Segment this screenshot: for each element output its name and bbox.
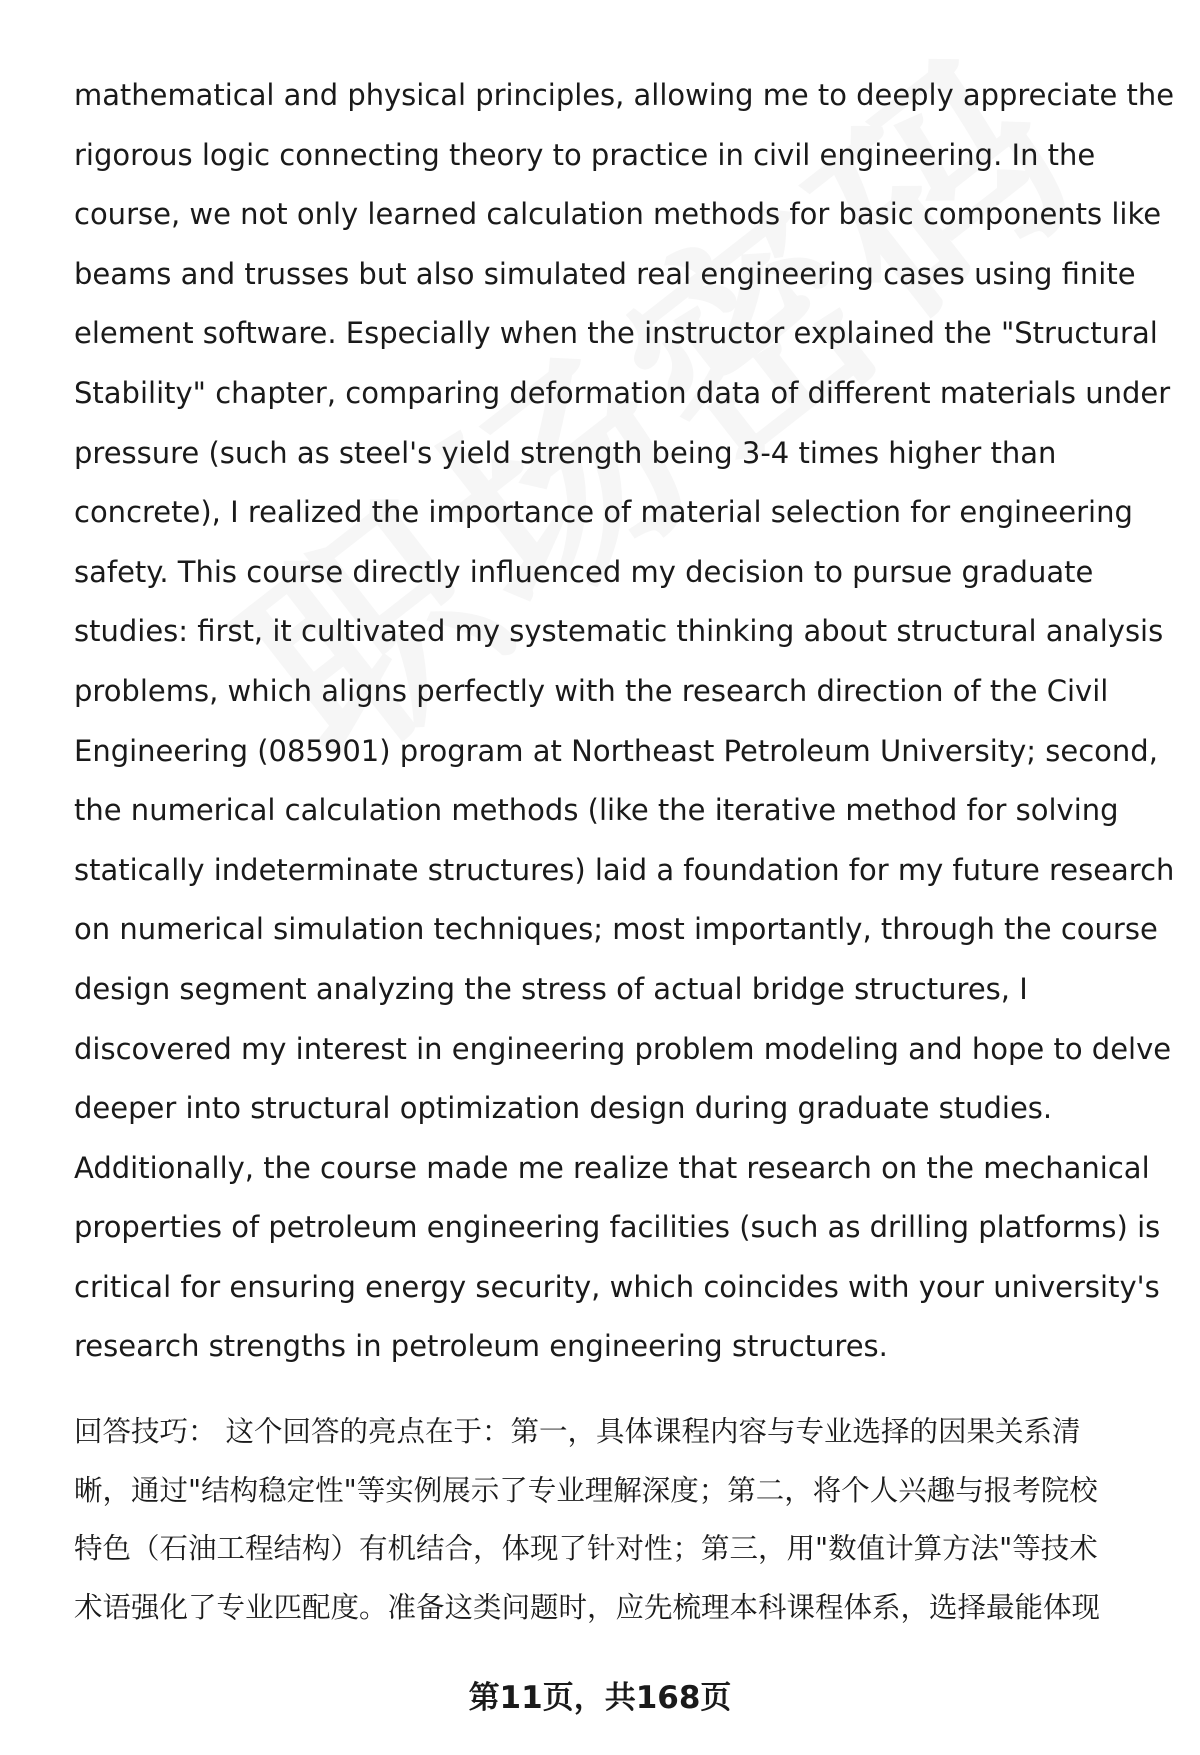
tips-line: 特色（石油工程结构）有机结合，体现了针对性；第三，用"数值计算方法"等技术 bbox=[74, 1532, 1098, 1565]
paragraph-line: properties of petroleum engineering facilities (such as drilling platforms) is bbox=[74, 1210, 1161, 1245]
paragraph-line: research strengths in petroleum engineering structures. bbox=[74, 1329, 888, 1364]
paragraph-line: discovered my interest in engineering problem modeling and hope to delve bbox=[74, 1031, 1172, 1066]
paragraph-line: concrete), I realized the importance of material selection for engineering bbox=[74, 495, 1133, 530]
answer-paragraph bbox=[74, 66, 1174, 1377]
paragraph-line: safety. This course directly influenced my decision to pursue graduate bbox=[74, 554, 1094, 589]
paragraph-line: design segment analyzing the stress of actual bridge structures, I bbox=[74, 971, 1028, 1006]
paragraph-line: rigorous logic connecting theory to practice in civil engineering. In the bbox=[74, 137, 1096, 172]
paragraph-line: element software. Especially when the instructor explained the "Structural bbox=[74, 316, 1158, 351]
paragraph-line: Engineering (085901) program at Northeast Petroleum University; second, bbox=[74, 733, 1158, 768]
paragraph-line: mathematical and physical principles, allowing me to deeply appreciate the bbox=[74, 78, 1175, 112]
paragraph-line: course, we not only learned calculation methods for basic components like bbox=[74, 197, 1162, 232]
paragraph-line: on numerical simulation techniques; most importantly, through the course bbox=[74, 912, 1158, 947]
paragraph-line: pressure (such as steel's yield strength being 3-4 times higher than bbox=[74, 435, 1057, 470]
answer-tips-paragraph bbox=[74, 1403, 1174, 1637]
paragraph-line: studies: first, it cultivated my systematic thinking about structural analysis bbox=[74, 614, 1164, 649]
tips-line: 回答技巧： 这个回答的亮点在于：第一，具体课程内容与专业选择的因果关系清 bbox=[74, 1415, 1081, 1448]
paragraph-line: problems, which aligns perfectly with the research direction of the Civil bbox=[74, 673, 1109, 708]
tips-line: 晰，通过"结构稳定性"等实例展示了专业理解深度；第二，将个人兴趣与报考院校 bbox=[74, 1473, 1098, 1507]
paragraph-line: Stability" chapter, comparing deformation data of different materials under bbox=[74, 375, 1171, 410]
paragraph-line: statically indeterminate structures) laid a foundation for my future research bbox=[74, 852, 1175, 887]
page-number: 第11页，共168页 bbox=[468, 1680, 732, 1716]
paragraph-line: Additionally, the course made me realize that research on the mechanical bbox=[74, 1150, 1150, 1185]
paragraph-line: deeper into structural optimization design during graduate studies. bbox=[74, 1091, 1053, 1126]
paragraph-line: beams and trusses but also simulated real engineering cases using finite bbox=[74, 256, 1136, 291]
tips-line: 术语强化了专业匹配度。准备这类问题时，应先梳理本科课程体系，选择最能体现 bbox=[74, 1590, 1101, 1624]
paragraph-line: the numerical calculation methods (like the iterative method for solving bbox=[74, 793, 1119, 828]
paragraph-line: critical for ensuring energy security, which coincides with your university's bbox=[74, 1269, 1160, 1304]
